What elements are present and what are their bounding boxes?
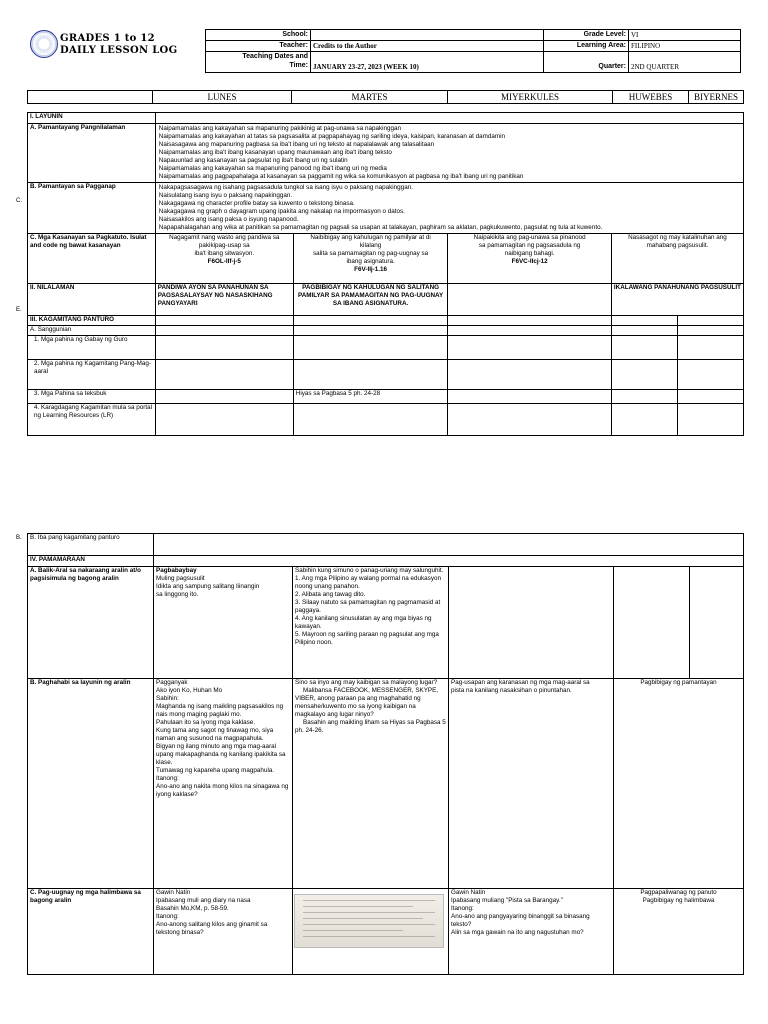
pamamaraan-label: IV. PAMAMARAAN bbox=[28, 556, 154, 567]
kagamitang-mag-aaral-label: 2. Mga pahina ng Kagamitang Pang-Mag-aaral bbox=[28, 360, 156, 390]
layunin-cell bbox=[155, 113, 743, 124]
kasanayan-label: C. Mga Kasanayan sa Pagkatuto. Isulat and code ng bawat kasanayan bbox=[28, 234, 156, 284]
kasanayan-lunes: Nagagamit nang wasto ang pandiwa sa pakikipag-usap sa iba't ibang sitwasyon. F6OL-IIf-j-5 bbox=[155, 234, 293, 284]
paghahabi-label: B. Paghahabi sa layunin ng aralin bbox=[28, 679, 154, 889]
day-huwebes: HUWEBES bbox=[613, 91, 689, 104]
kasanayan-martes: Naibibigay ang kahulugan ng pamilyar at di kilalang salita sa pamamagitan ng pag-uugnay sa ibang asignatura. F6V-IIj-1.16 bbox=[293, 234, 448, 284]
lesson-grid-page-1 bbox=[27, 112, 744, 436]
paghahabi-martes: Sino sa inyo ang may kaibigan sa malayong lugar? Malibansa FACEBOOK, MESSENGER, SKYPE, VIBER, anong paraan pa ang maghahatid ng mensahe/kuwento mo sa iyong kaibigan na magkalayo ang lugar ninyo? Basahin ang maikling liham sa Hiyas sa Pagbasa 5 ph. 24-26. bbox=[293, 679, 449, 889]
paghahabi-miyerkules: Pag-usapan ang karanasan ng mga mag-aaral sa pista na kanilang nasaksihan o pinuntahan. bbox=[449, 679, 614, 889]
pamantayang-pangnilalaman-label: A. Pamantayang Pangnilalaman bbox=[28, 124, 156, 183]
balik-aral-label: A. Balik-Aral sa nakaraang aralin at/o pagsisimula ng bagong aralin bbox=[28, 567, 154, 679]
teacher-label: Teacher: bbox=[206, 41, 311, 52]
paguugnay-lunes: Gawin Natin Ipabasang muli ang diary na nasa Basahin Mo,KM, p. 58-59. Itanong: Ano-anong salitang kilos ang ginamit sa tekstong binasa? bbox=[154, 889, 293, 975]
nilalaman-huwebes: IKALAWANG PANAHUNANG PAGSUSULIT bbox=[611, 284, 743, 316]
kasanayan-huwebes: Nasasagot ng may katalinuhan ang mahabang pagsusulit. bbox=[611, 234, 743, 284]
teacher-value: Credits to the Author bbox=[311, 41, 544, 52]
title-line-1: GRADES 1 to 12 bbox=[60, 33, 155, 44]
iba-pang-kagamitan-label: B. Iba pang kagamitang panturo bbox=[28, 534, 154, 556]
layunin-label: I. LAYUNIN bbox=[28, 113, 156, 124]
nilalaman-label: II. NILALAMAN bbox=[28, 284, 156, 316]
day-lunes: LUNES bbox=[153, 91, 292, 104]
school-label: School: bbox=[206, 30, 311, 41]
day-miyerkules: MIYERKULES bbox=[448, 91, 613, 104]
title-line-2: DAILY LESSON LOG bbox=[60, 45, 178, 56]
teksbuk-martes: Hiyas sa Pagbasa 5 ph. 24-28 bbox=[293, 390, 448, 404]
balik-aral-lunes: Pagbabaybay Muling pagsusulit Idikta ang sampung salitang liinangin sa linggong ito. bbox=[154, 567, 293, 679]
gabay-ng-guro-label: 1. Mga pahina ng Gabay ng Guro bbox=[28, 336, 156, 360]
teaching-dates-label: Teaching Dates and Time: bbox=[206, 52, 311, 73]
balik-aral-biyernes bbox=[690, 567, 744, 679]
learning-area-value: FILIPINO bbox=[629, 41, 741, 52]
day-martes: MARTES bbox=[292, 91, 448, 104]
pamantayan-sa-pagganap-label: B. Pamantayan sa Pagganap bbox=[28, 183, 156, 234]
sanggunian-label: A. Sanggunian bbox=[28, 326, 156, 336]
learning-area-label: Learning Area: bbox=[544, 41, 629, 52]
day-biyernes: BIYERNES bbox=[689, 91, 744, 104]
balik-aral-huwebes bbox=[614, 567, 690, 679]
nilalaman-miyerkules bbox=[448, 284, 611, 316]
document-title bbox=[60, 33, 177, 57]
paguugnay-label: C. Pag-uugnay ng mga halimbawa sa bagong aralin bbox=[28, 889, 154, 975]
grade-level-value: VI bbox=[629, 30, 741, 41]
margin-mark-c: C. bbox=[16, 198, 22, 204]
paghahabi-lunes: Pagganyak Ako iyon Ko, Huhan Mo Sabihin: Maghanda ng isang maikling pagsasakilos ng nais mong maging paglaki mo. Pahulaan ito sa iyong mga kaklase. Kung tama ang sagot ng tinawag mo, siya naman ang susunod na magpapahula. Bigyan ng ilang minuto ang mga mag-aaral upang makapaghanda ng kanilang ipakikita sa klase. Tumawag ng kapareha upang magpahula. Itanong: Ano-ano ang nakita mong kilos na sinagawa ng iyong kaklase? bbox=[154, 679, 293, 889]
margin-mark-e: E. bbox=[16, 307, 22, 313]
balik-aral-miyerkules bbox=[449, 567, 614, 679]
paguugnay-huwebes: Pagpapaliwanag ng panuto Pagbibigay ng halimbawa bbox=[614, 889, 744, 975]
deped-seal-icon bbox=[30, 30, 58, 58]
quarter-label: Quarter: bbox=[544, 52, 629, 73]
school-value bbox=[311, 30, 544, 41]
pamantayang-pangnilalaman-content: Naipamamalas ang kakayahan sa mapanuring pakikinig at pag-unawa sa napakinggan Naipamamalas ang kakayahan at tatas sa pagsasalita at pagpapahayag ng sariling ideya, kaisipan, karanasan at damdamin Naisasagawa ang mapanuring pagbasa sa iba't ibang uri ng teksto at napalalawak ang talasalitaan Naipamamalas ang iba't ibang kasanayan upang maunawaan ang iba't ibang teksto Napauunlad ang kasanayan sa pagsulat ng iba't ibang uri ng sulatin Naipamamalas ang kakayahan sa mapanuring panood ng iba't ibang uri ng media Naipamamalas ang pagpapahalaga at kasanayan sa paggamit ng wika sa komunikasyon at pagbasa ng iba't ibang uri ng panitikan bbox=[155, 124, 743, 183]
pamantayan-sa-pagganap-content: Nakapagsasagawa ng isahang pagsasadula tungkol sa isang isyu o paksang napakinggan. Naisulatang isang isyu o paksang napakinggan. Nakagagawa ng character profile batay sa kuwento o tekstong binasa. Nakagagawa ng graph o dayagram upang ipakita ang nakalap na impormasyon o datos. Naisasakilos ang isang paksa o isyung napanood. Napapahalagahan ang wika at panitikan sa pamamagitan ng pagsali sa usapan at talakayan, paghiram sa aklatan, pagkukuwento, pagsulat ng tula at kuwento. bbox=[155, 183, 743, 234]
teksbuk-label: 3. Mga Pahina sa teksbuk bbox=[28, 390, 156, 404]
grade-level-label: Grade Level: bbox=[544, 30, 629, 41]
karagdagang-kagamitan-label: 4. Karagdagang Kagamitan mula sa portal ng Learning Resources (LR) bbox=[28, 404, 156, 436]
teaching-dates-value: JANUARY 23-27, 2023 (WEEK 10) bbox=[311, 52, 544, 73]
paghahabi-huwebes: Pagbibigay ng pamantayan bbox=[614, 679, 744, 889]
header-info-table bbox=[205, 29, 741, 73]
handwritten-letter-image bbox=[294, 894, 444, 948]
days-empty-cell bbox=[28, 91, 153, 104]
nilalaman-lunes: PANDIWA AYON SA PANAHUNAN SA PAGSASALAYSAY NG NASASKIHANG PANGYAYARI bbox=[155, 284, 293, 316]
iba-pang-kagamitan-cell bbox=[154, 534, 744, 556]
margin-mark-b: B. bbox=[16, 535, 22, 541]
balik-aral-martes: Sabihin kung simuno o panag-uriang may salunguhit. 1. Ang mga Pilipino ay walang pormal na edukasyon noong unang panahon. 2. Alibata ang tawag dito. 3. Silaay natuto sa pamamagitan ng pagmamasid at paggaya. 4. Ang kanilang sinusulatan ay ang mga biyas ng kawayan. 5. Mayroon ng sariling paraan ng pagsulat ang mga Pilipino noon. bbox=[293, 567, 449, 679]
kasanayan-miyerkules: Naipakikita ang pag-unawa sa pinanood sa pamamagitan ng pagsasadula ng naibigang bahagi. F6VC-IIcj-12 bbox=[448, 234, 611, 284]
quarter-value: 2ND QUARTER bbox=[629, 52, 741, 73]
nilalaman-martes: PAGBIBIGAY NG KAHULUGAN NG SALITANG PAMILYAR SA PAMAMAGITAN NG PAG-UUGNAY SA IBANG ASIGNATURA. bbox=[293, 284, 448, 316]
paguugnay-miyerkules: Gawin Natin Ipabasang muliang "Pista sa Barangay." Itanong: Ano-ano ang pangyayaring binanggit sa binasang teksto? Alin sa mga gawain na ito ang nagustuhan mo? bbox=[449, 889, 614, 975]
kagamitang-label: III. KAGAMITANG PANTURO bbox=[28, 316, 156, 326]
days-header-row bbox=[27, 90, 744, 104]
